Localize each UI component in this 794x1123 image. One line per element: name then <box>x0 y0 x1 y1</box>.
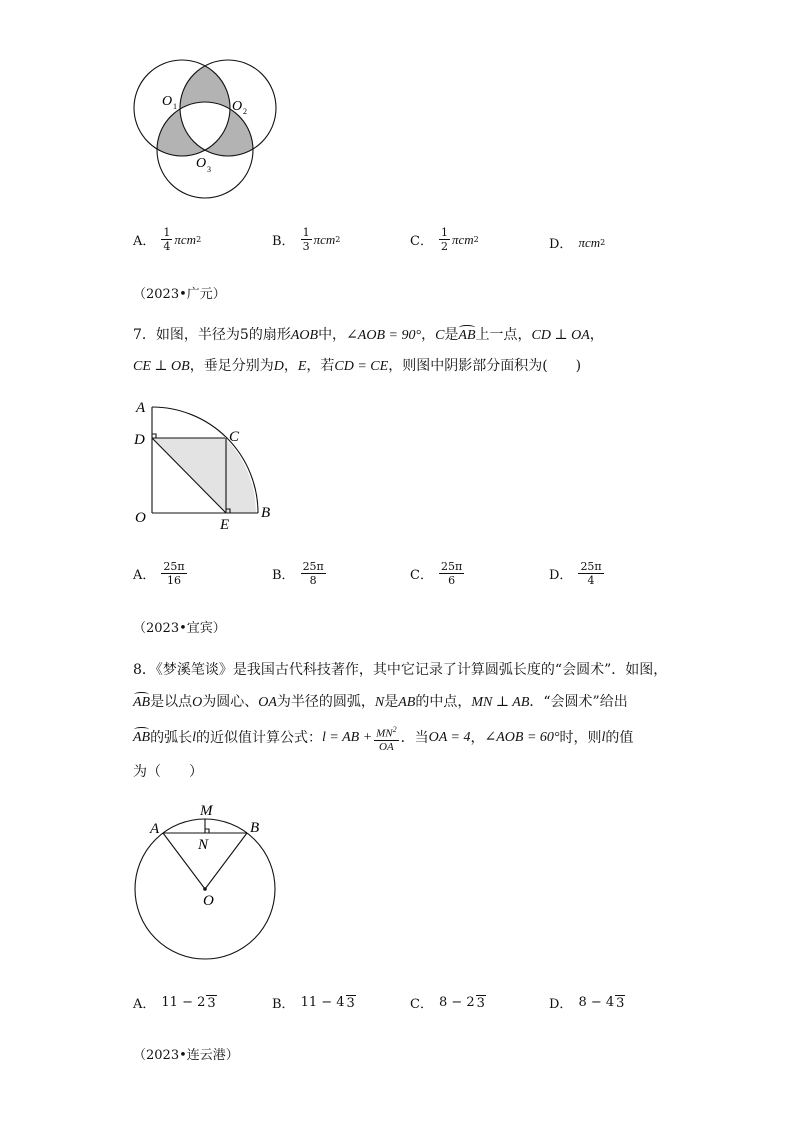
circle-arc-figure <box>125 800 285 970</box>
source-lianyungang: （2023•连云港） <box>133 1048 239 1063</box>
right-angle-d <box>152 434 156 438</box>
q7-option-b[interactable]: B． $\frac{25\pi}{8}$ <box>272 560 324 587</box>
label-a: A <box>150 821 160 837</box>
q7-option-d[interactable]: D． $\frac{25\pi}{4}$ <box>549 560 602 587</box>
label-b: B <box>250 820 260 836</box>
center-dot <box>203 887 207 891</box>
label-o2: O <box>232 99 243 114</box>
q8-option-a[interactable]: A． 11 − 2 3 <box>133 995 216 1012</box>
label-o3: O <box>196 156 207 171</box>
shaded-region <box>152 438 256 513</box>
source-yibin: （2023•宜宾） <box>133 621 226 636</box>
q7-option-c[interactable]: C． $\frac{25\pi}{6}$ <box>410 560 463 587</box>
label-d: D <box>134 432 145 448</box>
label-e: E <box>220 517 230 533</box>
label-o3-sub: 3 <box>207 165 211 174</box>
three-circles-figure <box>120 55 295 205</box>
label-o: O <box>135 510 146 526</box>
q7-option-a[interactable]: A． $\frac{25\pi}{16}$ <box>133 560 185 587</box>
q8-option-b[interactable]: B． 11 − 4 3 <box>272 995 355 1012</box>
label-o1-sub: 1 <box>173 102 177 111</box>
formula-fraction: $\frac{MN^2}{OA}$ <box>376 725 397 753</box>
label-c: C <box>229 429 240 445</box>
q8-stem-line2: AB是以点O为圆心、OA为半径的圆弧，N是AB的中点，MN ⊥ AB．“会圆术”给出 <box>133 692 628 713</box>
label-o2-sub: 2 <box>243 107 247 116</box>
segment-ob <box>205 833 247 889</box>
label-a: A <box>136 400 146 416</box>
label-o1: O <box>162 94 173 109</box>
sector-figure <box>125 395 285 535</box>
label-b: B <box>261 505 271 521</box>
label-m: M <box>200 803 213 819</box>
q7-stem-line1: 7．如图，半径为5的扇形AOB中，∠AOB = 90°，C是AB上一点，CD ⊥ OA， <box>133 325 604 346</box>
q7-stem-line2: CE ⊥ OB，垂足分别为D，E，若CD = CE，则图中阴影部分面积为( ) <box>133 358 582 374</box>
q8-stem-line3: AB 的弧长 l 的近似值计算公式： l = AB + $\frac{MN^2}{OA}$ ．当 OA = 4 ， ∠AOB = 60° 时，则 l 的值 <box>133 725 634 753</box>
q6-option-b[interactable]: B． $\frac{1}{3}$ πcm 2 <box>272 226 341 253</box>
q6-option-a[interactable]: A． $\frac{1}{4}$ πcm 2 <box>133 226 202 253</box>
label-n: N <box>198 837 209 853</box>
q6-option-d[interactable]: D． πcm 2 <box>549 234 606 252</box>
label-o: O <box>203 893 214 909</box>
q8-option-d[interactable]: D． 8 − 4 3 <box>549 995 625 1012</box>
q8-stem-line4: 为（ ） <box>133 764 203 780</box>
q6-option-c[interactable]: C． $\frac{1}{2}$ πcm 2 <box>410 226 479 253</box>
q8-option-c[interactable]: C． 8 − 2 3 <box>410 995 485 1012</box>
source-guangyuan: （2023•广元） <box>133 287 226 302</box>
q8-stem-line1: 8．《梦溪笔谈》是我国古代科技著作，其中它记录了计算圆弧长度的“会圆术”．如图， <box>133 662 668 678</box>
right-angle-n <box>205 829 209 833</box>
